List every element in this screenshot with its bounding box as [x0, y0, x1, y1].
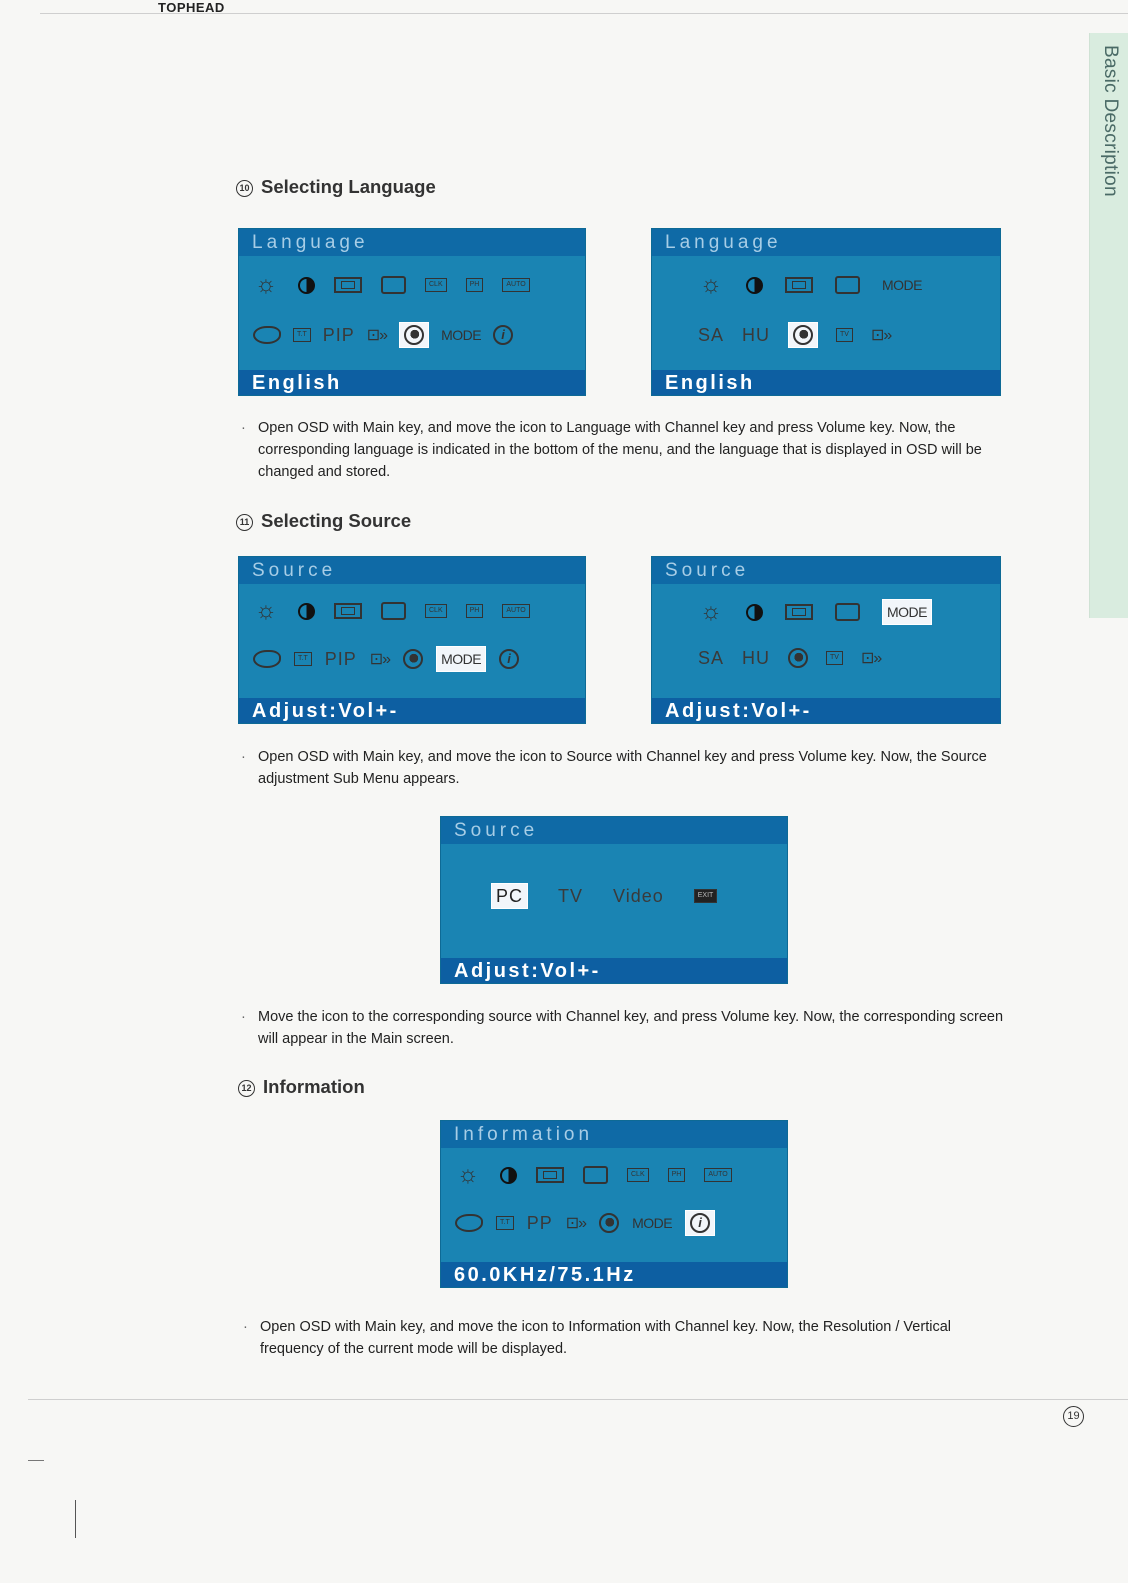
osd-icon-row-2 [455, 1210, 715, 1236]
phase-icon: PH [466, 604, 484, 618]
osd-icon-row-2 [253, 646, 519, 672]
mode-label: MODE [441, 327, 482, 343]
h-position-icon [785, 277, 813, 293]
source-option-pc: PC [491, 883, 528, 909]
contrast-icon [746, 277, 763, 294]
osd-icon-row-1 [253, 273, 530, 297]
side-tab [1089, 33, 1128, 618]
teletext-icon: T.T [293, 328, 311, 342]
description-text: Move the icon to the corresponding source with Channel key, and press Volume key. Now, the corresponding screen will appear in the Main screen. [258, 1009, 1004, 1047]
osd-title: Language [652, 229, 1000, 256]
osd-source-right [651, 556, 1001, 724]
osd-icon-row-2 [698, 322, 891, 348]
description-text: Open OSD with Main key, and move the icon to Information with Channel key. Now, the Resolution / Vertical frequency of the current mode will be displayed. [260, 1319, 951, 1357]
mode-label: MODE [436, 646, 486, 672]
clock-icon: CLK [425, 278, 447, 292]
side-tab-label: Basic Description [1100, 45, 1121, 197]
mode-label: MODE [882, 599, 932, 625]
osd-icon-row-1 [698, 599, 932, 625]
heading-text: Selecting Language [261, 176, 436, 197]
brightness-icon: ☼ [700, 598, 722, 625]
exit-icon: EXIT [694, 889, 718, 903]
osd-icon-row-1 [698, 273, 922, 297]
audio-icon: ⊡» [860, 650, 882, 667]
teletext-icon: T.T [294, 652, 312, 666]
source-option-tv: TV [558, 885, 584, 906]
contrast-icon [298, 603, 315, 620]
brightness-icon: ☼ [255, 271, 277, 298]
contrast-icon [298, 277, 315, 294]
h-position-icon [536, 1167, 564, 1183]
heading-text: Selecting Source [261, 510, 412, 531]
margin-mark [28, 1460, 44, 1461]
color-palette-icon [455, 1214, 483, 1232]
audio-icon: ⊡» [369, 651, 391, 668]
page-number: 19 [1063, 1406, 1084, 1427]
contrast-icon [746, 604, 763, 621]
osd-title: Source [652, 557, 1000, 584]
tv-icon: TV [826, 651, 843, 665]
language-description: · Open OSD with Main key, and move the icon to Language with Channel key and press Volume key. Now, the corresponding language is indicated in the bottom of the menu, and the language that is displayed in OSD will be changed and stored. [241, 420, 982, 480]
sa-label: SA [698, 647, 725, 668]
osd-icon-row-1 [455, 1163, 732, 1187]
audio-icon: ⊡» [870, 327, 892, 344]
v-position-icon [381, 602, 406, 620]
mode-label: MODE [882, 277, 922, 293]
osd-icon-row-2 [698, 646, 881, 670]
audio-icon: ⊡» [366, 327, 388, 344]
contrast-icon [500, 1167, 517, 1184]
pip-label: PP [526, 1212, 553, 1233]
clock-icon: CLK [627, 1168, 649, 1182]
clock-icon: CLK [425, 604, 447, 618]
section-number: 11 [236, 514, 253, 531]
osd-footer: 60.0KHz/75.1Hz [441, 1262, 787, 1287]
v-position-icon [381, 276, 406, 294]
information-description: · Open OSD with Main key, and move the icon to Information with Channel key. Now, the Resolution / Vertical frequency of the current mode will be displayed. [243, 1319, 951, 1357]
phase-icon: PH [466, 278, 484, 292]
auto-icon: AUTO [502, 278, 529, 292]
brightness-icon: ☼ [457, 1161, 479, 1188]
osd-footer: English [239, 370, 585, 395]
osd-title: Language [239, 229, 585, 256]
source-description-2: · Move the icon to the corresponding source with Channel key, and press Volume key. Now, the corresponding screen will appear in the Main screen. [241, 1009, 1004, 1047]
section-heading-source [236, 510, 411, 532]
h-position-icon [334, 277, 362, 293]
source-options-row [491, 883, 717, 909]
source-description: · Open OSD with Main key, and move the icon to Source with Channel key and press Volume key. Now, the Source adjustment Sub Menu appears. [241, 749, 987, 787]
osd-title: Source [239, 557, 585, 584]
source-option-video: Video [613, 885, 664, 906]
section-heading-information [238, 1076, 365, 1098]
audio-icon: ⊡» [565, 1215, 587, 1232]
section-heading-language [236, 176, 436, 198]
tv-icon: TV [836, 328, 853, 342]
osd-title: Source [441, 817, 787, 844]
osd-footer: Adjust:Vol+- [441, 958, 787, 983]
bottom-rule [28, 1399, 1128, 1400]
language-icon [403, 649, 423, 669]
language-icon [788, 648, 808, 668]
brightness-icon: ☼ [700, 271, 722, 298]
section-number: 12 [238, 1080, 255, 1097]
description-text: Open OSD with Main key, and move the icon to Language with Channel key and press Volume key. Now, the corresponding language is indicated in the bottom of the menu, and the language that is displayed in OSD will be changed and stored. [258, 420, 982, 480]
language-icon [793, 325, 813, 345]
osd-footer: Adjust:Vol+- [652, 698, 1000, 723]
osd-language-left [238, 228, 586, 396]
info-icon: i [493, 325, 513, 345]
info-icon: i [690, 1213, 710, 1233]
brand-logo: TOPHEAD [158, 0, 225, 15]
osd-icon-row-1 [253, 599, 530, 623]
osd-language-right [651, 228, 1001, 396]
v-position-icon [835, 276, 860, 294]
auto-icon: AUTO [502, 604, 529, 618]
sa-label: SA [698, 324, 725, 345]
osd-icon-row-2 [253, 322, 513, 348]
color-palette-icon [253, 326, 281, 344]
h-position-icon [785, 604, 813, 620]
color-palette-icon [253, 650, 281, 668]
language-icon [404, 325, 424, 345]
pip-label: PIP [324, 648, 357, 669]
phase-icon: PH [668, 1168, 686, 1182]
osd-footer: Adjust:Vol+- [239, 698, 585, 723]
v-position-icon [583, 1166, 608, 1184]
heading-text: Information [263, 1076, 365, 1097]
info-icon: i [499, 649, 519, 669]
brightness-icon: ☼ [255, 597, 277, 624]
mode-label: MODE [632, 1215, 673, 1231]
osd-information [440, 1120, 788, 1288]
section-number: 10 [236, 180, 253, 197]
top-rule [40, 13, 1128, 14]
v-position-icon [835, 603, 860, 621]
osd-source-left [238, 556, 586, 724]
osd-source-submenu [440, 816, 788, 984]
margin-mark [75, 1500, 76, 1538]
osd-title: Information [441, 1121, 787, 1148]
osd-footer: English [652, 370, 1000, 395]
description-text: Open OSD with Main key, and move the icon to Source with Channel key and press Volume key. Now, the Source adjustment Sub Menu appears. [258, 749, 987, 787]
pip-label: PIP [322, 324, 355, 345]
h-position-icon [334, 603, 362, 619]
hu-label: HU [742, 324, 771, 345]
teletext-icon: T.T [496, 1216, 514, 1230]
hu-label: HU [742, 647, 771, 668]
auto-icon: AUTO [704, 1168, 731, 1182]
language-icon [599, 1213, 619, 1233]
